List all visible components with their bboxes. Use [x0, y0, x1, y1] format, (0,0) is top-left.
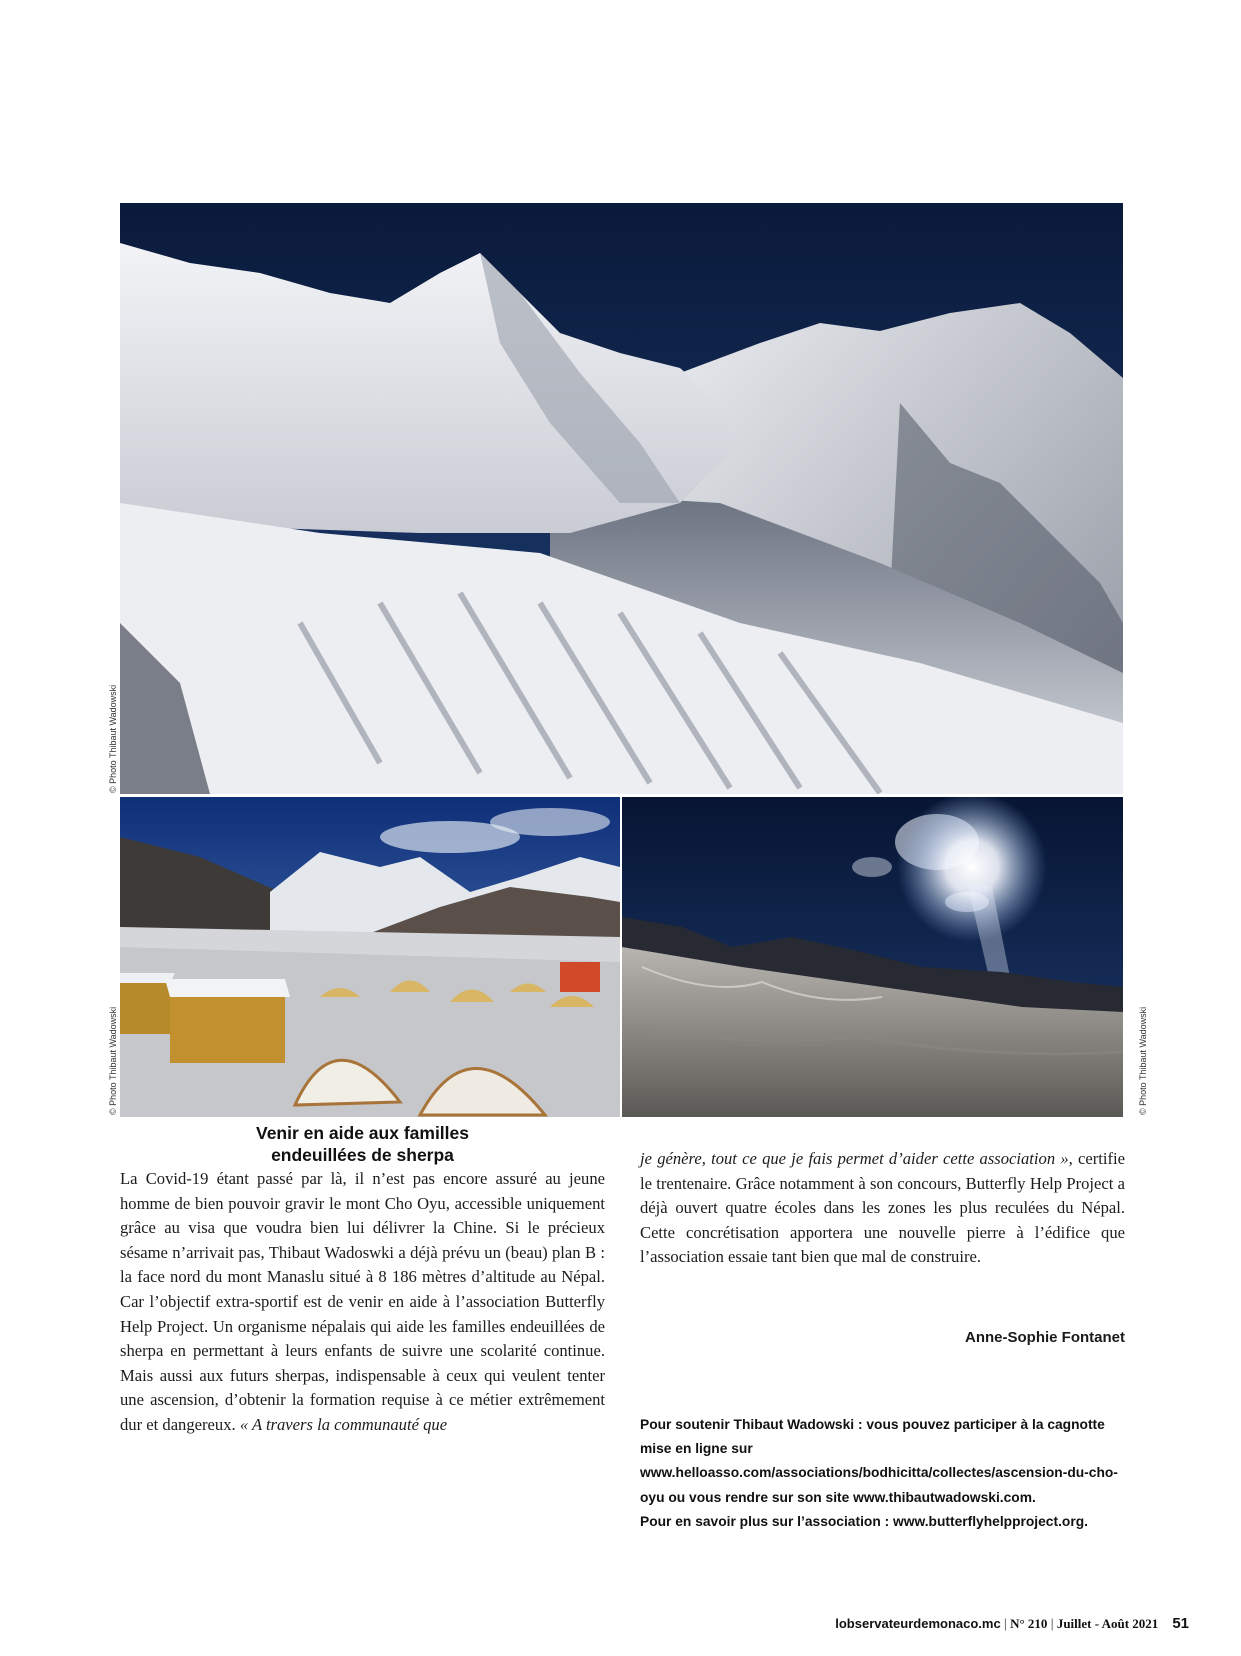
column-1-quote: « A travers la communauté que: [239, 1414, 448, 1434]
footer-date: Juillet - Août 2021: [1056, 1616, 1159, 1631]
column-1-paragraph: La Covid-19 étant passé par là, il n’est pas encore assuré au jeune homme de bien pouvoir gravir le mont Cho Oyu, accessible uniquement grâce au visa que voudra bien lui délivrer la Chine. Si le précieux sésame n’arrivait pas, Thibaut Wadoswki a déjà prévu un (beau) plan B : la face nord du mont Manaslu situé à 8 186 mètres d’altitude au Népal. Car l’objectif extra-sportif est de venir en aide à l’association Butterfly Help Project. Un organisme népalais qui aide les familles endeuillées de sherpa en permettant à leurs enfants de suivre une scolarité continue. Mais aussi aux futurs sherpas, indispensable à ceux qui veulent tenter une ascension, d’obtenir la formation requise à ce métier extrêmement dur et dangereux.: [120, 1169, 605, 1434]
footer-site: lobservateurdemonaco.mc: [835, 1616, 1001, 1631]
support-fundraising-text: Pour soutenir Thibaut Wadowski : vous pouvez participer à la cagnotte mise en ligne sur www.helloasso.com/associations/bodhicitta/collectes/ascension-du-cho-oyu ou vous rendre sur son site www.thibautwadowski.com.: [640, 1417, 1118, 1505]
article-author: Anne-Sophie Fontanet: [965, 1329, 1125, 1346]
bottom-right-photo-credit: © Photo Thibaut Wadowski: [1138, 1006, 1148, 1115]
article-column-2: [640, 1147, 1125, 1270]
article-heading-line1: Venir en aide aux familles: [255, 1123, 470, 1143]
article-heading-line2: endeuillées de sherpa: [271, 1145, 454, 1165]
support-association-text: Pour en savoir plus sur l’association : www.butterflyhelpproject.org.: [640, 1513, 1088, 1529]
sunlit-snowfield-photo: [622, 797, 1123, 1117]
top-photo-credit: © Photo Thibaut Wadowski: [108, 684, 118, 793]
article-heading: [120, 1122, 605, 1166]
page-number: 51: [1172, 1615, 1189, 1632]
page-footer: lobservateurdemonaco.mc | N° 210 | Juillet - Août 2021 51: [835, 1615, 1189, 1632]
column-2-paragraph: , certifie le trentenaire. Grâce notamment à son concours, Butterfly Help Project a déjà ouvert quatre écoles dans les zones les plus reculées du Népal. Cette concrétisation apportera une nouvelle pierre à l’édifice que l’association essaie tant bien que mal de construire.: [640, 1149, 1125, 1267]
glacier-photo: [120, 203, 1123, 794]
support-info: [640, 1413, 1128, 1534]
column-2-quote: je génère, tout ce que je fais permet d’aider cette association »: [640, 1149, 1069, 1168]
bottom-left-photo-credit: © Photo Thibaut Wadowski: [108, 1006, 118, 1115]
article-column-1: [120, 1167, 605, 1438]
base-camp-photo: [120, 797, 620, 1117]
footer-issue: N° 210: [1010, 1616, 1048, 1631]
